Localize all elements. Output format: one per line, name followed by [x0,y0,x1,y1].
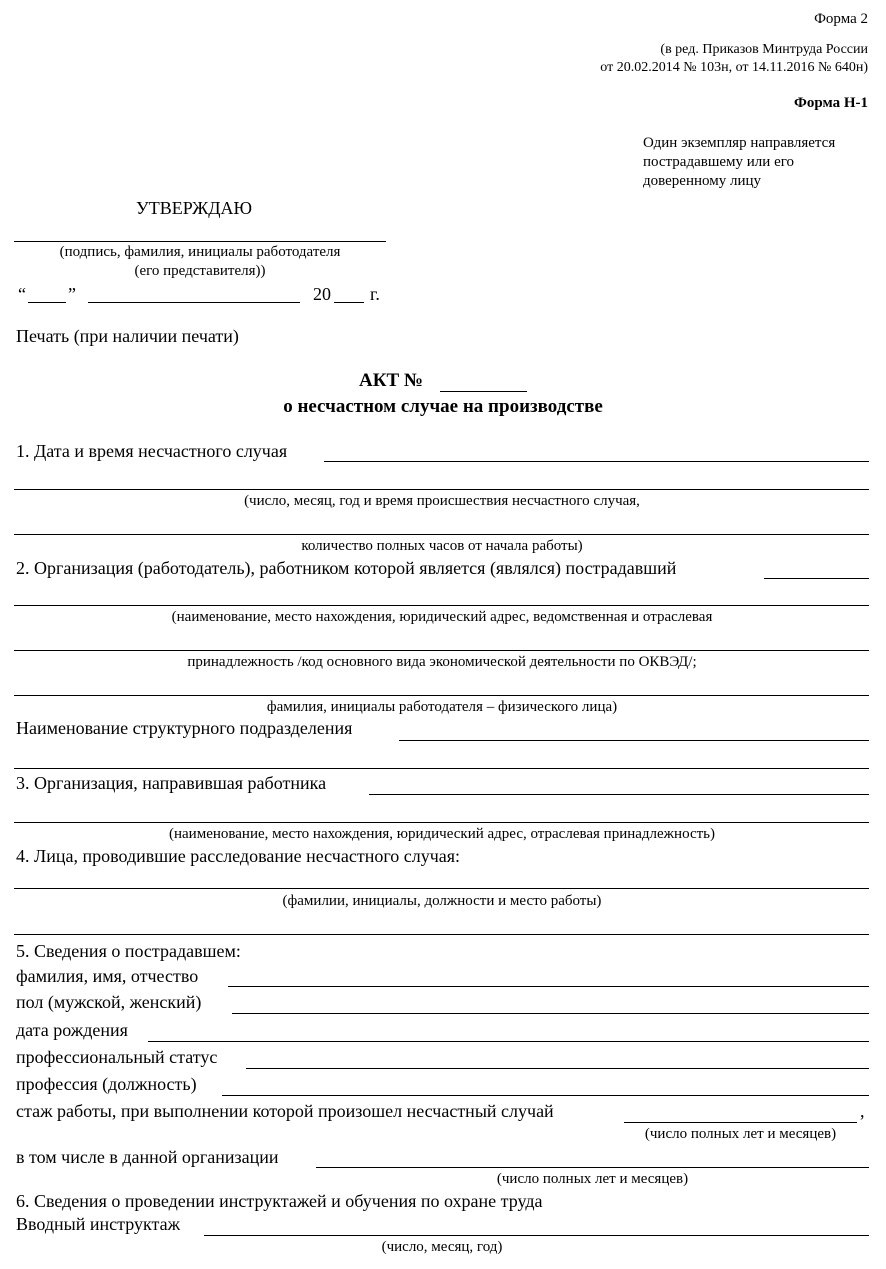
s2-field[interactable] [764,578,869,579]
s2-caption2: принадлежность /код основного вида экономической деятельности по ОКВЭД/; [187,654,697,670]
s4-field[interactable] [14,888,869,889]
s5-label: 5. Сведения о пострадавшем: [16,941,241,961]
s5-name-label: фамилия, имя, отчество [16,966,199,986]
s3-caption: (наименование, место нахождения, юридический адрес, отраслевая принадлежность) [169,826,715,842]
s5-org-experience-caption: (число полных лет и месяцев) [496,1171,689,1187]
s4-field-line2[interactable] [14,934,869,935]
form-code: Форма Н-1 [793,95,868,111]
s4-label: 4. Лица, проводившие расследование несчастного случая: [16,846,461,866]
s2-unit-field[interactable] [399,740,869,741]
s1-label: 1. Дата и время несчастного случая [16,441,288,461]
s2-field-line2[interactable] [14,605,869,606]
s1-field[interactable] [324,461,869,462]
s5-sex-label: пол (мужской, женский) [16,992,202,1012]
s2-unit-label: Наименование структурного подразделения [16,718,353,738]
s3-field-line2[interactable] [14,822,869,823]
s6-label: 6. Сведения о проведении инструктажей и обучения по охране труда [16,1191,543,1211]
month-field[interactable] [88,302,300,303]
year-suffix: г. [370,284,380,304]
copy-note-line1: Один экземпляр направляется [643,135,836,151]
stamp-note: Печать (при наличии печати) [16,326,239,346]
s1-caption2: количество полных часов от начала работы) [301,538,583,554]
s5-org-experience-field[interactable] [316,1167,869,1168]
s5-status-field[interactable] [246,1068,869,1069]
s2-unit-field-line2[interactable] [14,768,869,769]
s6-intro-field[interactable] [204,1235,869,1236]
s5-birth-field[interactable] [148,1041,869,1042]
s5-profession-label: профессия (должность) [16,1074,197,1094]
s2-caption1: (наименование, место нахождения, юридический адрес, ведомственная и отраслевая [171,609,713,625]
year-prefix: 20 [313,284,331,304]
s5-profession-field[interactable] [222,1095,869,1096]
s2-caption3: фамилия, инициалы работодателя – физического лица) [266,699,618,715]
edition-note-line1: (в ред. Приказов Минтруда России [660,42,868,57]
s6-caption: (число, месяц, год) [381,1239,503,1255]
s2-field-line3[interactable] [14,650,869,651]
edition-note-line2: от 20.02.2014 № 103н, от 14.11.2016 № 640н) [600,60,868,75]
signature-caption-line2: (его представителя)) [134,263,266,279]
act-title: АКТ № [359,370,424,391]
act-subtitle: о несчастном случае на производстве [283,396,603,417]
copy-note-line3: доверенному лицу [643,173,761,189]
s5-status-label: профессиональный статус [16,1047,218,1067]
date-close-quote: ” [68,284,76,304]
s2-label: 2. Организация (работодатель), работником которой является (являлся) пострадавший [16,558,677,578]
s5-experience-label: стаж работы, при выполнении которой произошел несчастный случай [16,1101,554,1121]
form-number: Форма 2 [814,11,868,27]
s4-caption: (фамилии, инициалы, должности и место работы) [282,893,602,909]
signature-caption-line1: (подпись, фамилия, инициалы работодателя [59,244,341,260]
s5-experience-comma: , [860,1101,865,1121]
date-open-quote: “ [18,284,26,304]
s3-field[interactable] [369,794,869,795]
s2-field-line4[interactable] [14,695,869,696]
s1-caption1: (число, месяц, год и время происшествия несчастного случая, [244,493,640,509]
year-field[interactable] [334,302,364,303]
act-number-field[interactable] [440,391,527,392]
s3-label: 3. Организация, направившая работника [16,773,327,793]
day-field[interactable] [28,302,66,303]
s5-org-experience-label: в том числе в данной организации [16,1147,279,1167]
s5-birth-label: дата рождения [16,1020,128,1040]
s1-field-line2[interactable] [14,489,869,490]
copy-note-line2: пострадавшему или его [643,154,795,170]
s1-field-line3[interactable] [14,534,869,535]
s5-name-field[interactable] [228,986,869,987]
approval-title: УТВЕРЖДАЮ [136,198,253,218]
signature-line[interactable] [14,241,386,242]
s5-experience-caption: (число полных лет и месяцев) [644,1126,837,1142]
s6-intro-label: Вводный инструктаж [16,1214,181,1234]
s5-experience-field[interactable] [624,1122,857,1123]
s5-sex-field[interactable] [232,1013,869,1014]
